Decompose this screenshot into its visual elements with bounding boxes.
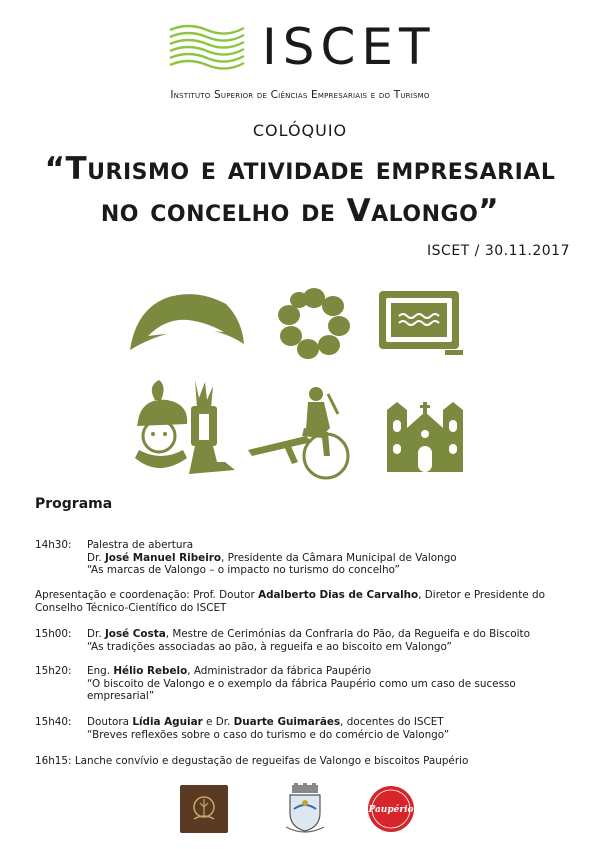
item-speakers: Doutora Lídia Aguiar e Dr. Duarte Guimarães, docentes do ISCET bbox=[87, 716, 444, 728]
cyclist-plough-icon bbox=[246, 386, 354, 482]
title-line-1: “Turismo e atividade empresarial bbox=[44, 151, 556, 187]
festival-figures-icon bbox=[125, 378, 245, 478]
regueifa-bread-icon bbox=[277, 286, 351, 360]
speaker-name-2: Duarte Guimarães bbox=[233, 716, 341, 728]
coordinator-role: Conselho Técnico-Científico do ISCET bbox=[35, 601, 227, 614]
item-talk-title: “Breves reflexões sobre o caso do turismo e do comércio de Valongo” bbox=[87, 728, 450, 741]
place-date: ISCET / 30.11.2017 bbox=[427, 243, 570, 259]
church-icon bbox=[385, 398, 465, 472]
programme-item-coordination: Apresentação e coordenação: Prof. Doutor Adalberto Dias de Carvalho, Diretor e Presidente do Conselho Técnico-Científico do ISCET bbox=[35, 589, 565, 614]
item-body bbox=[87, 539, 565, 577]
item-speaker: Dr. José Manuel Ribeiro, Presidente da Câmara Municipal de Valongo bbox=[87, 551, 457, 564]
speaker-name: José Costa bbox=[104, 628, 166, 640]
screen-icon bbox=[377, 288, 465, 358]
item-body bbox=[87, 716, 565, 741]
iscet-logo-waves-icon bbox=[168, 22, 246, 74]
pauperio-badge-text: Paupério bbox=[368, 805, 414, 815]
event-type: COLÓQUIO bbox=[252, 121, 348, 140]
speaker-name: José Manuel Ribeiro bbox=[104, 551, 222, 564]
coordinator-name: Adalberto Dias de Carvalho bbox=[258, 589, 419, 601]
pauperio-badge-icon bbox=[367, 785, 415, 833]
event-title bbox=[0, 148, 600, 232]
item-body bbox=[87, 665, 565, 703]
item-speaker: Dr. José Costa, Mestre de Cerimónias da Confraria do Pão, da Regueifa e do Biscoito bbox=[87, 628, 530, 640]
item-time: 15h00: bbox=[35, 628, 72, 640]
institution-name: Instituto Superior de Ciências Empresariais e do Turismo bbox=[170, 89, 430, 101]
speaker-name: Hélio Rebelo bbox=[113, 665, 188, 677]
item-time: 14h30: bbox=[35, 539, 72, 551]
item-talk-title-cont: empresarial” bbox=[87, 690, 155, 703]
brand-logo-text: ISCET bbox=[262, 18, 436, 76]
item-description: Palestra de abertura bbox=[87, 539, 194, 551]
confraria-logo bbox=[180, 785, 228, 833]
valongo-coat-of-arms-icon bbox=[282, 783, 328, 835]
speaker-name-1: Lídia Aguiar bbox=[132, 716, 203, 728]
item-speaker: Eng. Hélio Rebelo, Administrador da fábrica Paupério bbox=[87, 665, 372, 677]
programme-item-1615: 16h15: Lanche convívio e degustação de regueifas de Valongo e biscoitos Paupério bbox=[35, 755, 469, 767]
item-time: 15h20: bbox=[35, 665, 72, 677]
item-talk-title: “As tradições associadas ao pão, à regueifa e ao biscoito em Valongo” bbox=[87, 640, 452, 653]
programme-heading: Programa bbox=[35, 496, 113, 512]
wheat-crest-icon bbox=[180, 785, 228, 833]
title-line-2: no concelho de Valongo” bbox=[100, 193, 500, 229]
item-body bbox=[87, 628, 565, 653]
tent-icon bbox=[126, 290, 246, 352]
item-time: 15h40: bbox=[35, 716, 72, 728]
item-talk-title: “As marcas de Valongo – o impacto no turismo do concelho” bbox=[87, 564, 400, 577]
item-talk-title: “O biscoito de Valongo e o exemplo da fábrica Paupério como um caso de sucesso bbox=[87, 677, 516, 690]
